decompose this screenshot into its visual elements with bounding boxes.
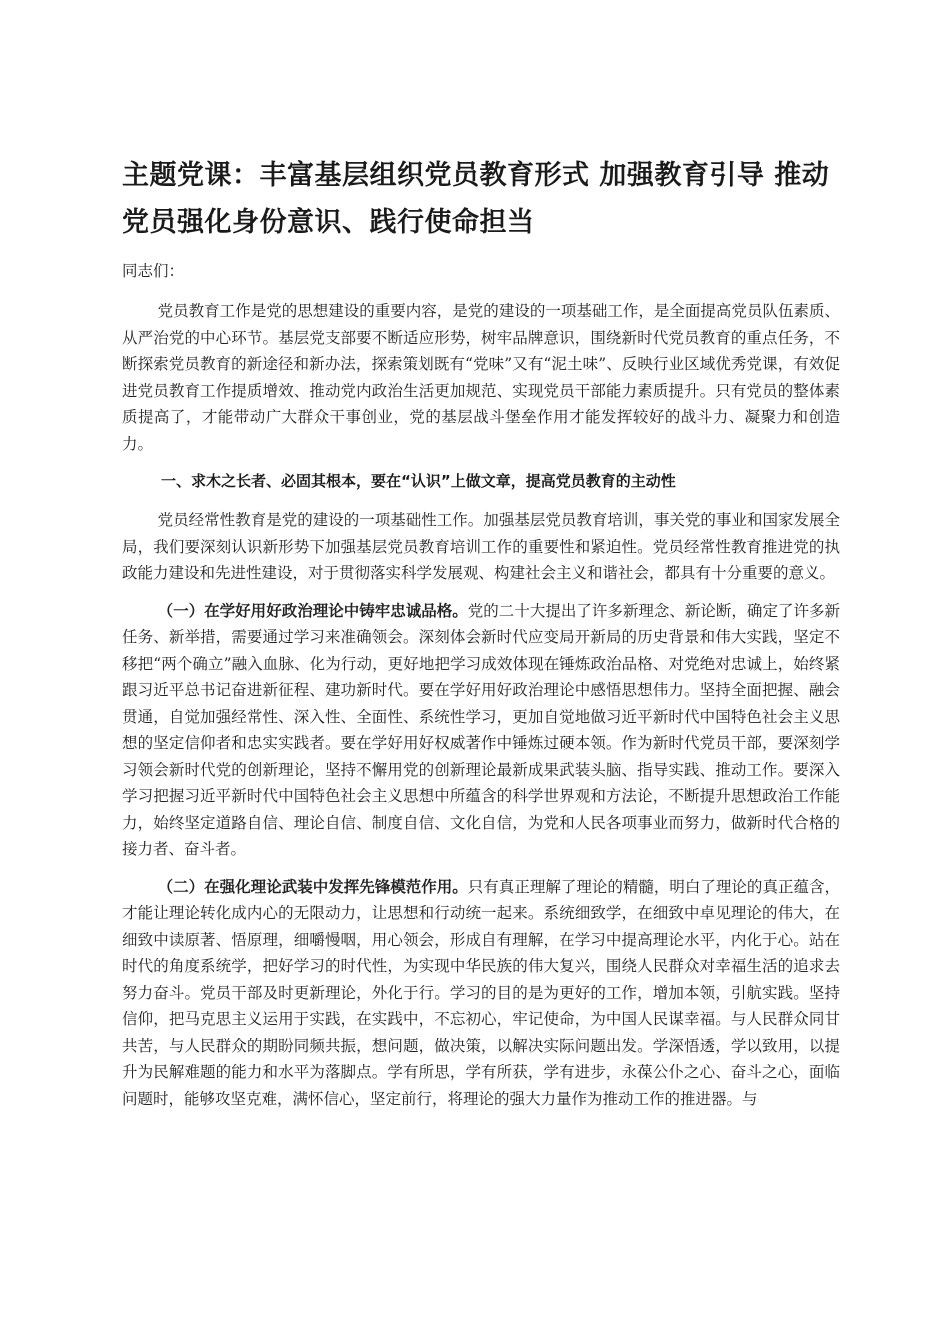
document-page [122,152,840,1123]
salutation: 同志们： [122,262,185,280]
subsection-1-body: 党的二十大提出了许多新理念、新论断，确定了许多新任务、新举措，需要通过学习来准确领会。深刻体会新时代应变局开新局的历史背景和伟大实践，坚定不移把“两个确立”融入血脉、化为行动，更好地把学习成效体现在锤炼政治品格、对党绝对忠诚上，始终紧跟习近平总书记奋进新征程、建功新时代。要在学好用好政治理论中感悟思想伟力。坚持全面把握、融会贯通，自觉加强经常性、深入性、全面性、系统性学习，更加自觉地做习近平新时代中国特色社会主义思想的坚定信仰者和忠实实践者。要在学好用好权威著作中锤炼过硬本领。作为新时代党员干部，要深刻学习领会新时代党的创新理论，坚持不懈用党的创新理论最新成果武装头脑、指导实践、推动工作。要深入学习把握习近平新时代中国特色社会主义思想中所蕴含的科学世界观和方法论，不断提升思想政治工作能力，始终坚定道路自信、理论自信、制度自信、文化自信，为党和人民各项事业而努力，做新时代合格的接力者、奋斗者。 [122,601,840,858]
subsection-2-lead: （二）在强化理论武装中发挥先锋模范作用。 [157,877,468,896]
subsection-1-paragraph [122,598,840,863]
subsection-2-paragraph [122,874,840,1113]
subsection-2-body: 只有真正理解了理论的精髓，明白了理论的真正蕴含，才能让理论转化成内心的无限动力，让思想和行动统一起来。系统细致学，在细致中卓见理论的伟大，在细致中读原著、悟原理，细嚼慢咽，用心领会，形成自有理解，在学习中提高理论水平，内化于心。站在时代的角度系统学，把好学习的时代性，为实现中华民族的伟大复兴，围绕人民群众对幸福生活的追求去努力奋斗。党员干部及时更新理论，外化于行。学习的目的是为更好的工作，增加本领，引航实践。坚持信仰，把马克思主义运用于实践，在实践中，不忘初心，牢记使命，为中国人民谋幸福。与人民群众同甘共苦，与人民群众的期盼同频共振，想问题，做决策，以解决实际问题出发。学深悟透，学以致用，以提升为民解难题的能力和水平为落脚点。学有所思，学有所获，学有进步，永葆公仆之心、奋斗之心，面临问题时，能够攻坚克难，满怀信心，坚定前行，将理论的强大力量作为推动工作的推进器。与 [122,877,840,1108]
section-1-heading: 一、求木之长者、必固其根本，要在“认识”上做文章，提高党员教育的主动性 [161,472,676,490]
subsection-1-lead: （一）在学好用好政治理论中铸牢忠诚品格。 [157,601,468,620]
document-title: 主题党课：丰富基层组织党员教育形式 加强教育引导 推动党员强化身份意识、践行使命担当 [122,160,830,238]
section-1-paragraph: 党员经常性教育是党的建设的一项基础性工作。加强基层党员教育培训，事关党的事业和国家发展全局，我们要深刻认识新形势下加强基层党员教育培训工作的重要性和紧迫性。党员经常性教育推进党的执政能力建设和先进性建设，对于贯彻落实科学发展观、构建社会主义和谐社会，都具有十分重要的意义。 [122,511,840,582]
intro-paragraph: 党员教育工作是党的思想建设的重要内容，是党的建设的一项基础工作，是全面提高党员队伍素质、从严治党的中心环节。基层党支部要不断适应形势，树牢品牌意识，围绕新时代党员教育的重点任务，不断探索党员教育的新途径和新办法，探索策划既有“党味”又有“泥土味”、反映行业区域优秀党课，有效促进党员教育工作提质增效、推动党内政治生活更加规范、实现党员干部能力素质提升。只有党员的整体素质提高了，才能带动广大群众干事创业，党的基层战斗堡垒作用才能发挥较好的战斗力、凝聚力和创造力。 [122,302,840,453]
